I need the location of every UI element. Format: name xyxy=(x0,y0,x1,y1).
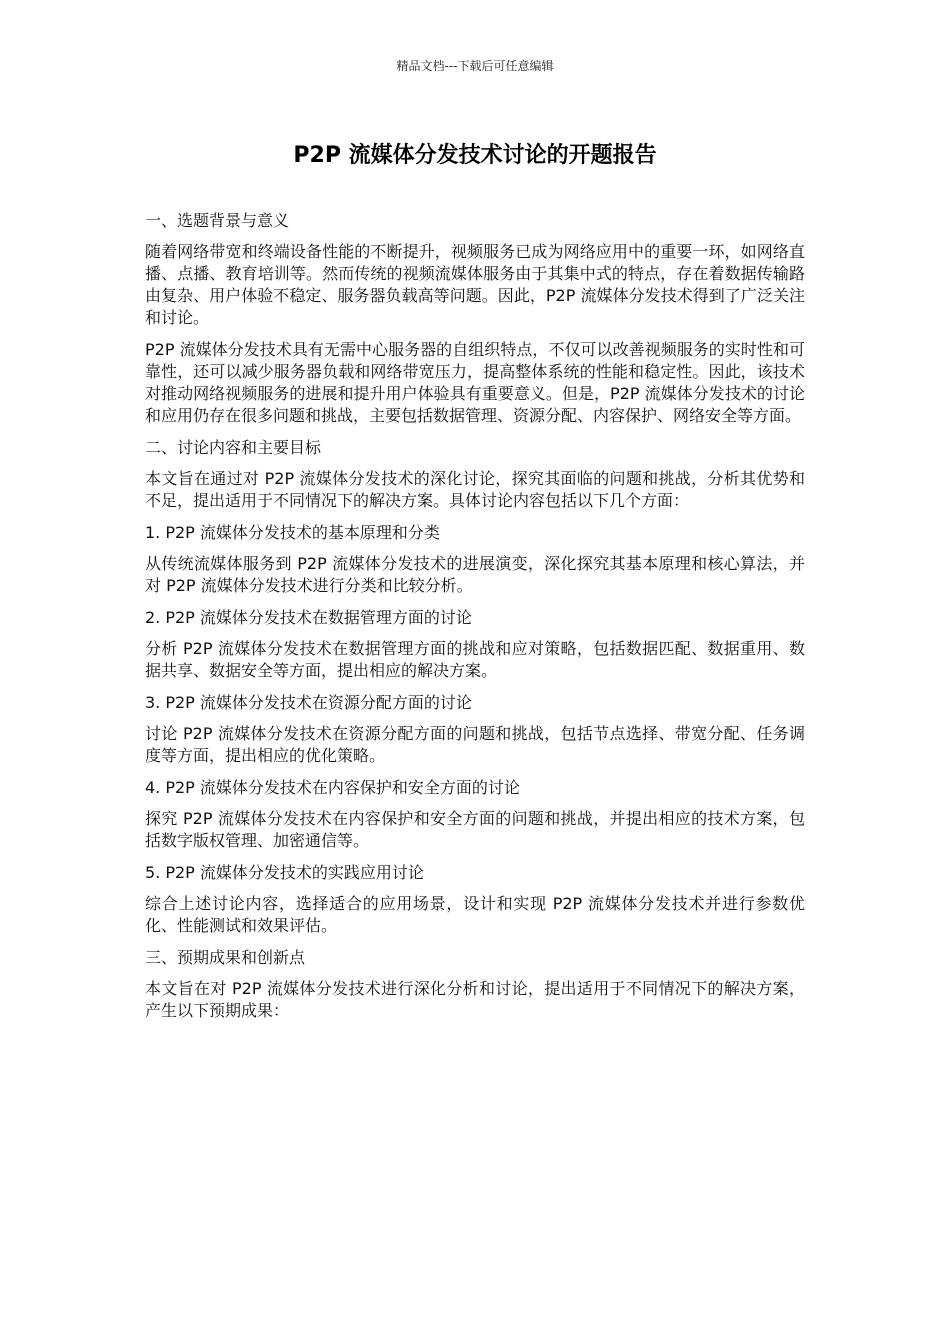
section-heading-expected-results: 三、预期成果和创新点 xyxy=(145,948,306,967)
paragraph-content-intro: 本文旨在通过对 P2P 流媒体分发技术的深化讨论，探究其面临的问题和挑战，分析其优势和不足，提出适用于不同情况下的解决方案。具体讨论内容包括以下几个方面： xyxy=(145,469,805,510)
paragraph-background-1: 随着网络带宽和终端设备性能的不断提升，视频服务已成为网络应用中的重要一环，如网络直播、点播、教育培训等。然而传统的视频流媒体服务由于其集中式的特点，存在着数据传输路由复杂、用户体验不稳定、服务器负载高等问题。因此，P2P 流媒体分发技术得到了广泛关注和讨论。 xyxy=(145,242,805,327)
section-heading-background: 一、选题背景与意义 xyxy=(145,211,290,230)
paragraph-expected-results: 本文旨在对 P2P 流媒体分发技术进行深化分析和讨论，提出适用于不同情况下的解决方案，产生以下预期成果： xyxy=(145,979,805,1020)
paragraph-background-2: P2P 流媒体分发技术具有无需中心服务器的自组织特点，不仅可以改善视频服务的实时性和可靠性，还可以减少服务器负载和网络带宽压力，提高整体系统的性能和稳定性。因此，该技术对推动网络视频服务的进展和提升用户体验具有重要意义。但是，P2P 流媒体分发技术的讨论和应用仍存在很多问题和挑战，主要包括数据管理、资源分配、内容保护、网络安全等方面。 xyxy=(145,340,805,425)
subheading-principles: 1. P2P 流媒体分发技术的基本原理和分类 xyxy=(145,523,440,542)
subheading-data-management: 2. P2P 流媒体分发技术在数据管理方面的讨论 xyxy=(145,608,472,627)
subheading-content-protection: 4. P2P 流媒体分发技术在内容保护和安全方面的讨论 xyxy=(145,778,520,797)
document-body xyxy=(145,210,805,1032)
paragraph-resource-allocation: 讨论 P2P 流媒体分发技术在资源分配方面的问题和挑战，包括节点选择、带宽分配、任务调度等方面，提出相应的优化策略。 xyxy=(145,724,805,765)
paragraph-data-management: 分析 P2P 流媒体分发技术在数据管理方面的挑战和应对策略，包括数据匹配、数据重用、数据共享、数据安全等方面，提出相应的解决方案。 xyxy=(145,639,805,680)
page-header-note: 精品文档---下载后可任意编辑 xyxy=(396,59,554,73)
paragraph-principles: 从传统流媒体服务到 P2P 流媒体分发技术的进展演变，深化探究其基本原理和核心算法，并对 P2P 流媒体分发技术进行分类和比较分析。 xyxy=(145,554,805,595)
subheading-resource-allocation: 3. P2P 流媒体分发技术在资源分配方面的讨论 xyxy=(145,693,472,712)
section-heading-content-goals: 二、讨论内容和主要目标 xyxy=(145,438,322,457)
paragraph-content-protection: 探究 P2P 流媒体分发技术在内容保护和安全方面的问题和挑战，并提出相应的技术方案，包括数字版权管理、加密通信等。 xyxy=(145,809,805,850)
paragraph-practical-application: 综合上述讨论内容，选择适合的应用场景，设计和实现 P2P 流媒体分发技术并进行参数优化、性能测试和效果评估。 xyxy=(145,894,805,935)
subheading-practical-application: 5. P2P 流媒体分发技术的实践应用讨论 xyxy=(145,863,424,882)
document-title: P2P 流媒体分发技术讨论的开题报告 xyxy=(293,143,657,168)
